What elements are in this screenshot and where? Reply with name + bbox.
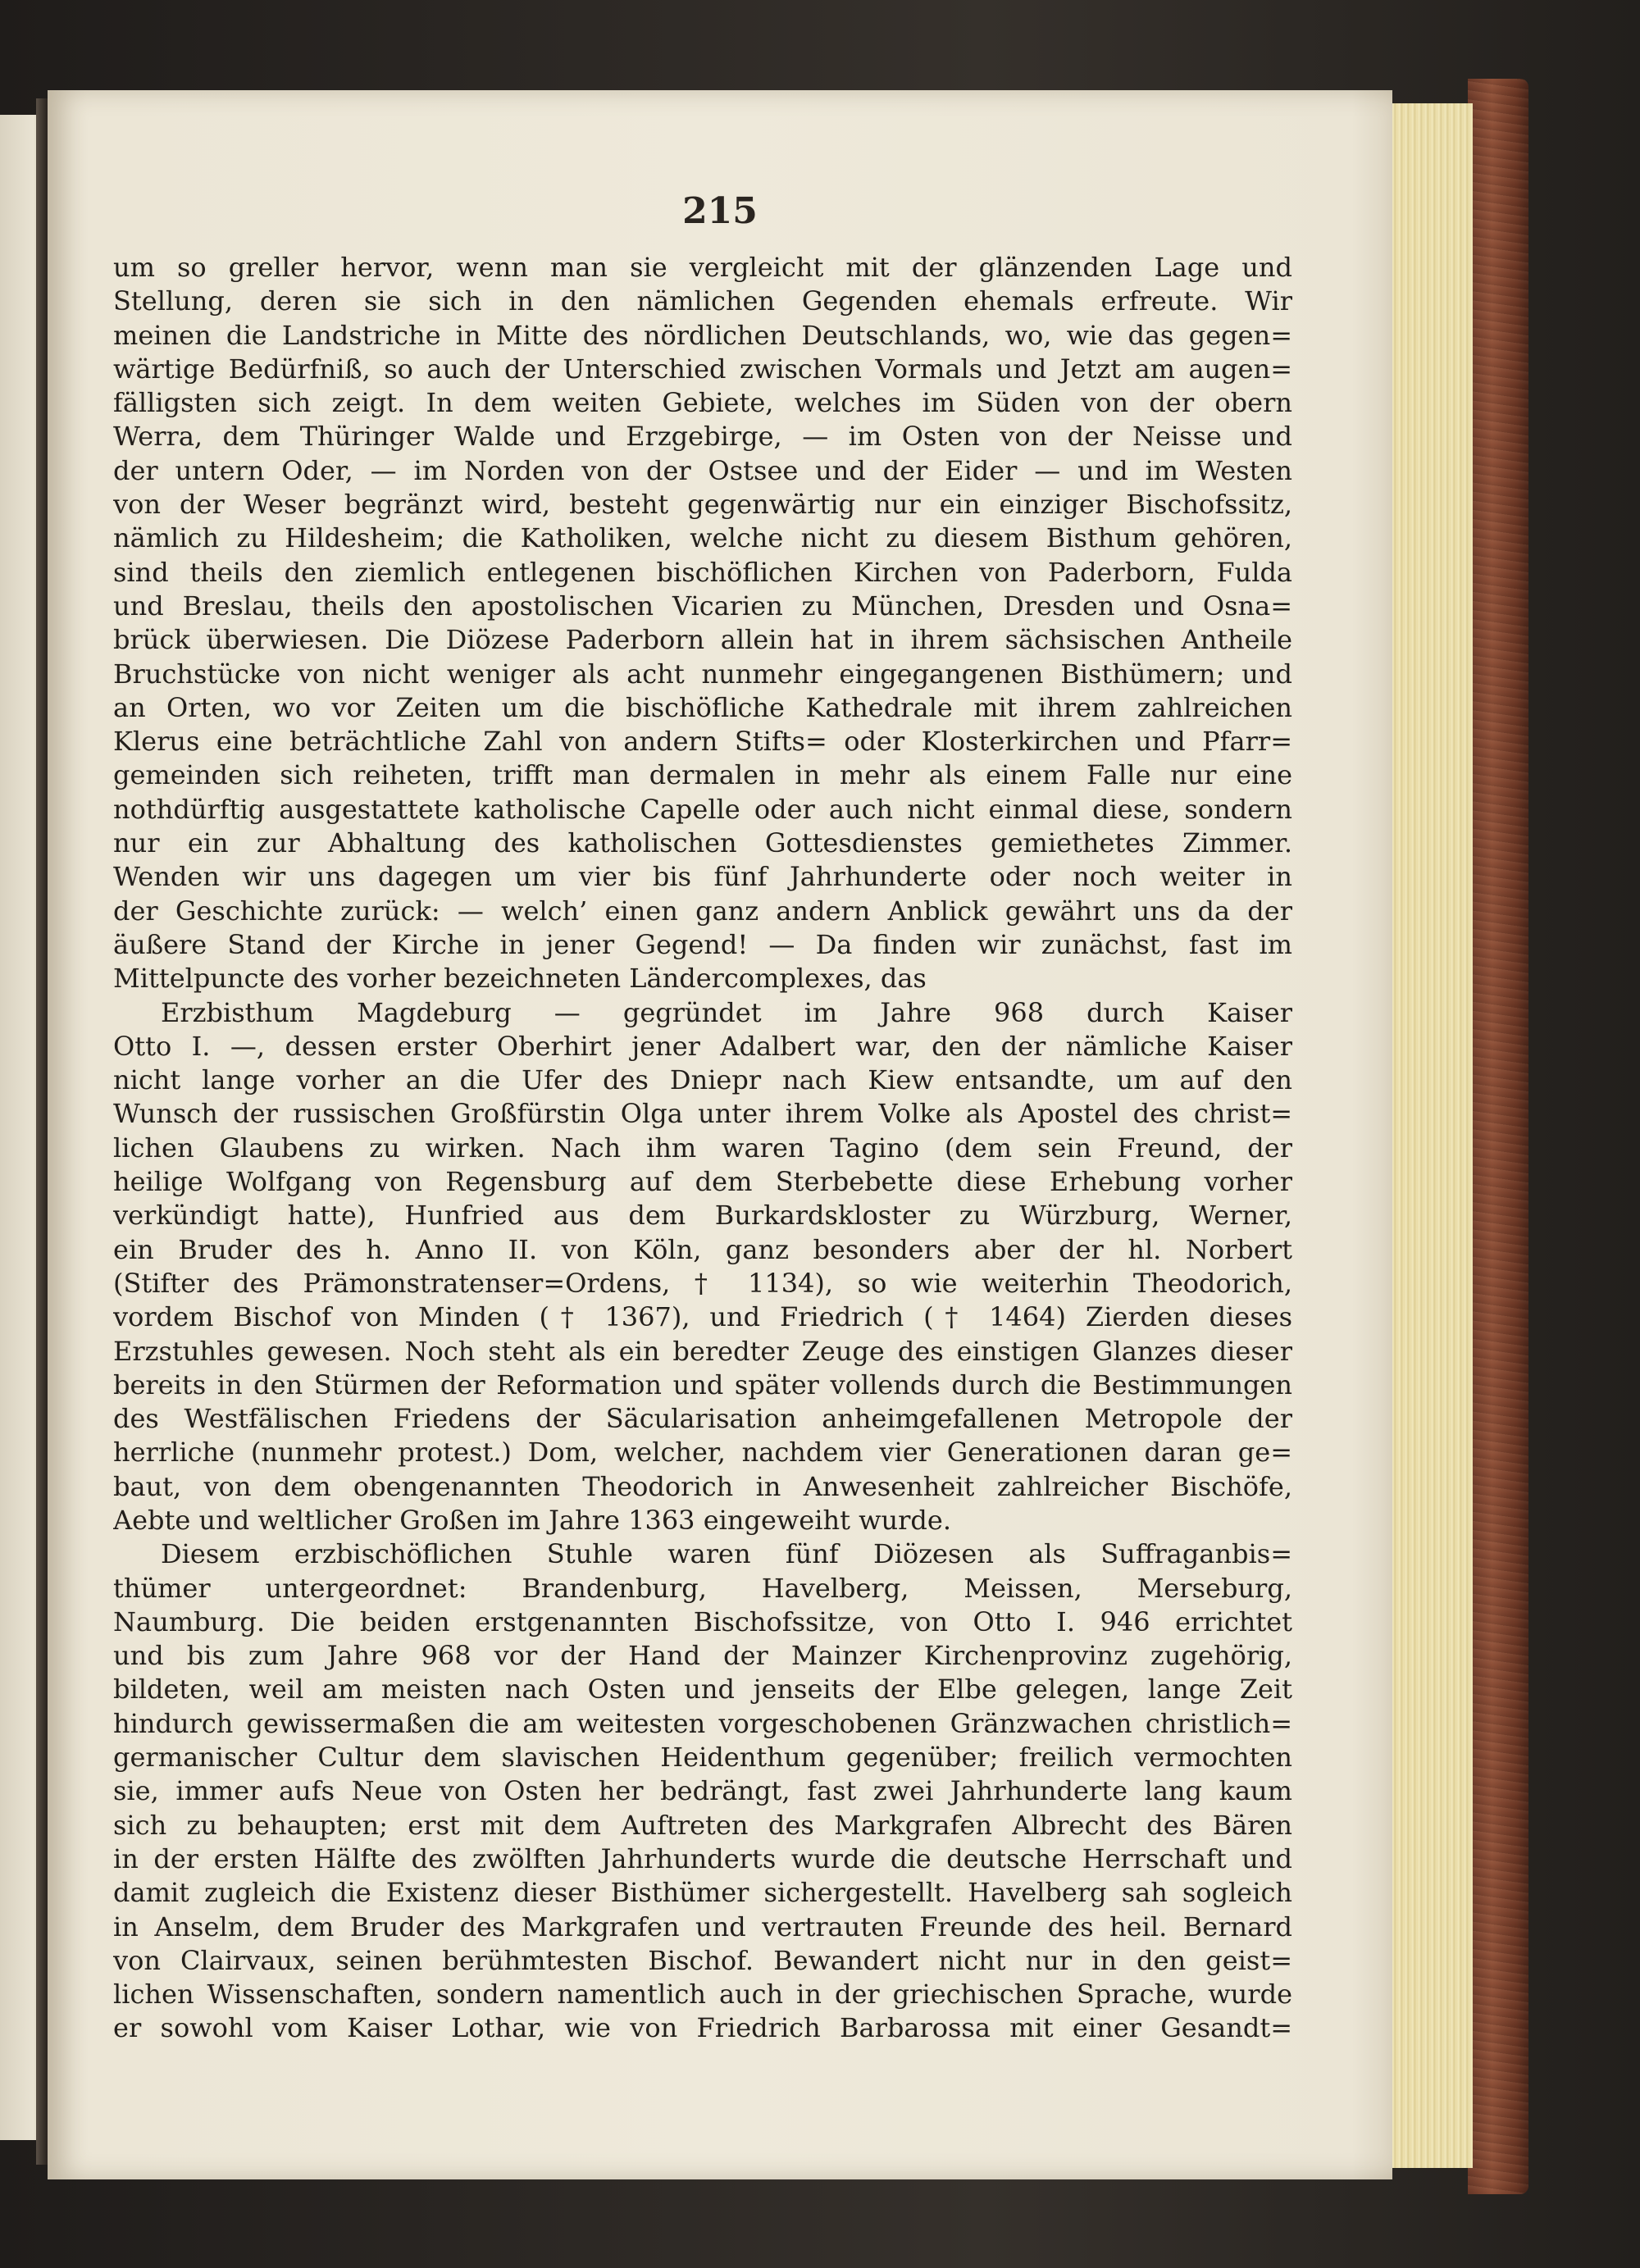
paragraph bbox=[113, 1537, 1292, 2045]
text-line: fälligsten sich zeigt. In dem weiten Gebiete, welches im Süden von der obern bbox=[113, 387, 1292, 419]
text-line: Wenden wir uns dagegen um vier bis fünf Jahrhunderte oder noch weiter in bbox=[113, 861, 1292, 893]
text-line: Klerus eine beträchtliche Zahl von andern Stifts= oder Klosterkirchen und Pfarr= bbox=[113, 726, 1292, 758]
text-line: sich zu behaupten; erst mit dem Auftreten des Markgrafen Albrecht des Bären bbox=[113, 1809, 1292, 1841]
text-line: er sowohl vom Kaiser Lothar, wie von Friedrich Barbarossa mit einer Gesandt= bbox=[113, 2012, 1292, 2044]
body-text bbox=[113, 251, 1292, 2046]
text-line: an Orten, wo vor Zeiten um die bischöfliche Kathedrale mit ihrem zahlreichen bbox=[113, 691, 1292, 723]
text-line: Wunsch der russischen Großfürstin Olga unter ihrem Volke als Apostel des christ= bbox=[113, 1098, 1292, 1130]
paragraph bbox=[113, 996, 1292, 1538]
text-line: ein Bruder des h. Anno II. von Köln, ganz besonders aber der hl. Norbert bbox=[113, 1233, 1292, 1265]
text-line: von Clairvaux, seinen berühmtesten Bischof. Bewandert nicht nur in den geist= bbox=[113, 1944, 1292, 1976]
text-line: und bis zum Jahre 968 vor der Hand der Mainzer Kirchenprovinz zugehörig, bbox=[113, 1640, 1292, 1672]
text-line: meinen die Landstriche in Mitte des nördlichen Deutschlands, wo, wie das gegen= bbox=[113, 319, 1292, 351]
text-line: von der Weser begränzt wird, besteht gegenwärtig nur ein einziger Bischofssitz, bbox=[113, 489, 1292, 521]
text-line: des Westfälischen Friedens der Säcularisation anheimgefallenen Metropole der bbox=[113, 1403, 1292, 1435]
text-line: Werra, dem Thüringer Walde und Erzgebirge, — im Osten von der Neisse und bbox=[113, 421, 1292, 453]
text-line: lichen Glaubens zu wirken. Nach ihm waren Tagino (dem sein Freund, der bbox=[113, 1132, 1292, 1164]
text-line: in Anselm, dem Bruder des Markgrafen und vertrauten Freunde des heil. Bernard bbox=[113, 1910, 1292, 1942]
text-line: nothdürftig ausgestattete katholische Capelle oder auch nicht einmal diese, sondern bbox=[113, 793, 1292, 825]
text-line: Otto I. —, dessen erster Oberhirt jener Adalbert war, den der nämliche Kaiser bbox=[113, 1030, 1292, 1062]
text-line: Naumburg. Die beiden erstgenannten Bischofssitze, von Otto I. 946 errichtet bbox=[113, 1605, 1292, 1637]
text-line: heilige Wolfgang von Regensburg auf dem Sterbebette diese Erhebung vorher bbox=[113, 1166, 1292, 1198]
text-line: nicht lange vorher an die Ufer des Dniepr nach Kiew entsandte, um auf den bbox=[113, 1064, 1292, 1096]
text-line: germanischer Cultur dem slavischen Heidenthum gegenüber; freilich vermochten bbox=[113, 1742, 1292, 1774]
paragraph bbox=[113, 251, 1292, 996]
text-line: gemeinden sich reiheten, trifft man dermalen in mehr als einem Falle nur eine bbox=[113, 759, 1292, 791]
text-line: (Stifter des Prämonstratenser=Ordens, † 1134), so wie weiterhin Theodorich, bbox=[113, 1267, 1292, 1299]
text-line: Stellung, deren sie sich in den nämlichen Gegenden ehemals erfreute. Wir bbox=[113, 285, 1292, 317]
text-line: und Breslau, theils den apostolischen Vicarien zu München, Dresden und Osna= bbox=[113, 590, 1292, 622]
cover-texture bbox=[1468, 79, 1528, 2194]
text-line: Mittelpuncte des vorher bezeichneten Ländercomplexes, das bbox=[113, 963, 927, 995]
text-line: damit zugleich die Existenz dieser Bisthümer sichergestellt. Havelberg sah sogleich bbox=[113, 1877, 1292, 1909]
text-line: verkündigt hatte), Hunfried aus dem Burkardskloster zu Würzburg, Werner, bbox=[113, 1200, 1292, 1232]
text-line: lichen Wissenschaften, sondern namentlich auch in der griechischen Sprache, wurde bbox=[113, 1979, 1292, 2011]
text-line: bereits in den Stürmen der Reformation und später vollends durch die Bestimmungen bbox=[113, 1369, 1292, 1400]
text-line: vordem Bischof von Minden († 1367), und Friedrich († 1464) Zierden dieses bbox=[113, 1301, 1292, 1333]
book-cover-edge bbox=[1468, 79, 1528, 2194]
text-line: sie, immer aufs Neue von Osten her bedrängt, fast zwei Jahrhunderte lang kaum bbox=[113, 1775, 1292, 1807]
text-line: nämlich zu Hildesheim; die Katholiken, welche nicht zu diesem Bisthum gehören, bbox=[113, 522, 1292, 554]
text-line: Erzstuhles gewesen. Noch steht als ein beredter Zeuge des einstigen Glanzes dieser bbox=[113, 1335, 1292, 1367]
text-line: thümer untergeordnet: Brandenburg, Havelberg, Meissen, Merseburg, bbox=[113, 1572, 1292, 1604]
book-page bbox=[48, 90, 1392, 2179]
text-line: um so greller hervor, wenn man sie vergleicht mit der glänzenden Lage und bbox=[113, 252, 1292, 283]
text-line: Aebte und weltlicher Großen im Jahre 1363 eingeweiht wurde. bbox=[113, 1504, 951, 1536]
text-line: in der ersten Hälfte des zwölften Jahrhunderts wurde die deutsche Herrschaft und bbox=[113, 1842, 1292, 1874]
text-line: wärtige Bedürfniß, so auch der Unterschied zwischen Vormals und Jetzt am augen= bbox=[113, 353, 1292, 385]
text-line: bildeten, weil am meisten nach Osten und jenseits der Elbe gelegen, lange Zeit bbox=[113, 1674, 1292, 1706]
page-number: 215 bbox=[682, 190, 758, 232]
text-line: Erzbisthum Magdeburg — gegründet im Jahre 968 durch Kaiser bbox=[161, 996, 1292, 1028]
text-line: brück überwiesen. Die Diözese Paderborn allein hat in ihrem sächsischen Antheile bbox=[113, 624, 1292, 656]
text-line: herrliche (nunmehr protest.) Dom, welcher, nachdem vier Generationen daran ge= bbox=[113, 1437, 1292, 1469]
text-line: äußere Stand der Kirche in jener Gegend! — Da finden wir zunächst, fast im bbox=[113, 928, 1292, 960]
page-block-edge bbox=[1391, 103, 1473, 2168]
text-line: Bruchstücke von nicht weniger als acht nunmehr eingegangenen Bisthümern; und bbox=[113, 658, 1292, 690]
text-line: der Geschichte zurück: — welch’ einen ganz andern Anblick gewährt uns da der bbox=[113, 895, 1292, 927]
text-line: sind theils den ziemlich entlegenen bischöflichen Kirchen von Paderborn, Fulda bbox=[113, 556, 1292, 588]
text-line: Diesem erzbischöflichen Stuhle waren fünf Diözesen als Suffraganbis= bbox=[161, 1538, 1292, 1570]
text-line: nur ein zur Abhaltung des katholischen Gottesdienstes gemiethetes Zimmer. bbox=[113, 827, 1292, 859]
text-line: hindurch gewissermaßen die am weitesten vorgeschobenen Gränzwachen christlich= bbox=[113, 1707, 1292, 1739]
text-line: baut, von dem obengenannten Theodorich in Anwesenheit zahlreicher Bischöfe, bbox=[113, 1470, 1292, 1502]
text-line: der untern Oder, — im Norden von der Ostsee und der Eider — und im Westen bbox=[113, 454, 1292, 486]
